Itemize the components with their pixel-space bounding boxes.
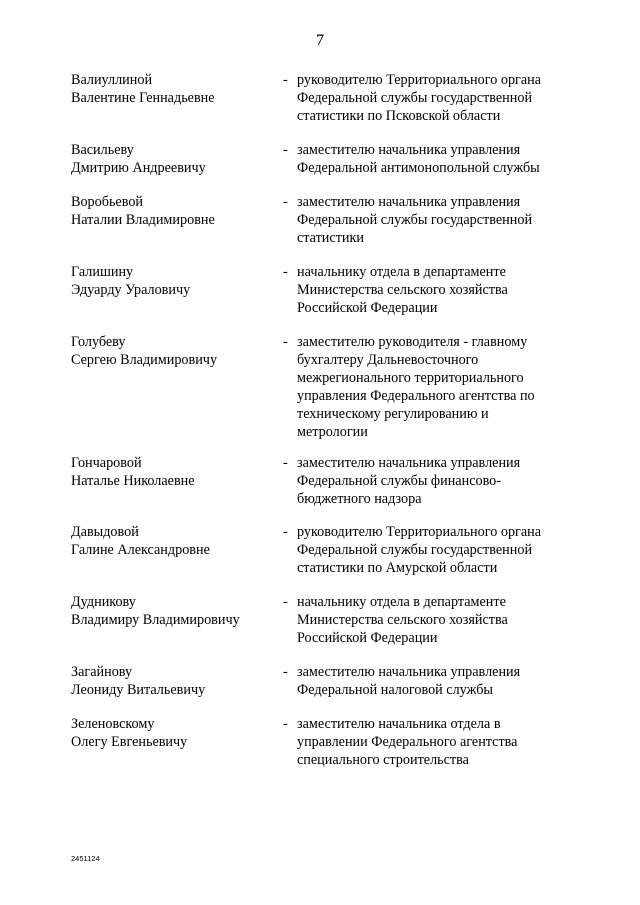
position-line: начальнику отдела в департаменте: [297, 264, 506, 280]
position-line: Федеральной службы государственной: [297, 212, 533, 228]
recipient-position: [297, 71, 587, 125]
position-line: заместителю начальника управления: [297, 455, 521, 471]
recipient-name: [71, 593, 271, 629]
recipient-name: [71, 263, 271, 299]
document-code: 2451124: [71, 854, 100, 863]
position-line: Министерства сельского хозяйства: [297, 612, 508, 628]
position-line: руководителю Территориального органа: [297, 524, 542, 540]
recipient-surname: Гончаровой: [71, 455, 142, 471]
recipient-given-names: Дмитрию Андреевичу: [71, 160, 206, 176]
recipient-name: [71, 715, 271, 751]
separator-dash: -: [283, 142, 288, 158]
recipient-position: [297, 593, 587, 647]
position-line: статистики: [297, 230, 364, 246]
position-line: статистики по Амурской области: [297, 560, 498, 576]
position-line: специального строительства: [297, 752, 469, 768]
separator-dash: -: [283, 524, 288, 540]
separator-dash: -: [283, 716, 288, 732]
recipient-position: [297, 454, 587, 508]
position-line: Федеральной службы государственной: [297, 542, 533, 558]
position-line: межрегионального территориального: [297, 370, 524, 386]
position-line: Российской Федерации: [297, 300, 438, 316]
separator-dash: -: [283, 72, 288, 88]
recipient-name: [71, 523, 271, 559]
recipient-position: [297, 523, 587, 577]
recipient-given-names: Олегу Евгеньевичу: [71, 734, 188, 750]
recipient-given-names: Валентине Геннадьевне: [71, 90, 215, 106]
recipient-surname: Дудникову: [71, 594, 136, 610]
position-line: заместителю руководителя - главному: [297, 334, 528, 350]
separator-dash: -: [283, 455, 288, 471]
recipient-surname: Зеленовскому: [71, 716, 155, 732]
recipient-position: [297, 663, 587, 699]
recipient-surname: Давыдовой: [71, 524, 139, 540]
recipient-name: [71, 193, 271, 229]
position-line: начальнику отдела в департаменте: [297, 594, 506, 610]
page-number: 7: [316, 32, 324, 49]
recipient-surname: Васильеву: [71, 142, 134, 158]
recipient-surname: Загайнову: [71, 664, 133, 680]
separator-dash: -: [283, 594, 288, 610]
position-line: Федеральной налоговой службы: [297, 682, 493, 698]
recipient-given-names: Эдуарду Ураловичу: [71, 282, 191, 298]
recipient-name: [71, 141, 271, 177]
position-line: заместителю начальника управления: [297, 194, 521, 210]
position-line: метрологии: [297, 424, 368, 440]
recipient-name: [71, 71, 271, 107]
separator-dash: -: [283, 664, 288, 680]
position-line: заместителю начальника управления: [297, 142, 521, 158]
position-line: Федеральной антимонопольной службы: [297, 160, 540, 176]
position-line: Федеральной службы государственной: [297, 90, 533, 106]
recipient-surname: Воробьевой: [71, 194, 144, 210]
recipient-name: [71, 454, 271, 490]
position-line: бухгалтеру Дальневосточного: [297, 352, 479, 368]
recipient-given-names: Сергею Владимировичу: [71, 352, 218, 368]
position-line: Российской Федерации: [297, 630, 438, 646]
recipient-given-names: Владимиру Владимировичу: [71, 612, 240, 628]
position-line: техническому регулированию и: [297, 406, 489, 422]
position-line: управлении Федерального агентства: [297, 734, 518, 750]
separator-dash: -: [283, 334, 288, 350]
separator-dash: -: [283, 264, 288, 280]
recipient-given-names: Леониду Витальевичу: [71, 682, 206, 698]
recipient-surname: Валиуллиной: [71, 72, 153, 88]
position-line: руководителю Территориального органа: [297, 72, 542, 88]
recipient-given-names: Галине Александровне: [71, 542, 210, 558]
recipient-name: [71, 333, 271, 369]
recipient-name: [71, 663, 271, 699]
position-line: заместителю начальника отдела в: [297, 716, 501, 732]
recipient-surname: Галишину: [71, 264, 134, 280]
recipient-surname: Голубеву: [71, 334, 126, 350]
position-line: статистики по Псковской области: [297, 108, 501, 124]
position-line: Министерства сельского хозяйства: [297, 282, 508, 298]
separator-dash: -: [283, 194, 288, 210]
position-line: заместителю начальника управления: [297, 664, 521, 680]
recipient-position: [297, 141, 587, 177]
recipient-position: [297, 263, 587, 317]
recipient-position: [297, 333, 587, 441]
position-line: управления Федерального агентства по: [297, 388, 535, 404]
recipient-position: [297, 193, 587, 247]
position-line: бюджетного надзора: [297, 491, 422, 507]
position-line: Федеральной службы финансово-: [297, 473, 502, 489]
recipient-given-names: Наталье Николаевне: [71, 473, 195, 489]
recipient-position: [297, 715, 587, 769]
recipient-given-names: Наталии Владимировне: [71, 212, 215, 228]
